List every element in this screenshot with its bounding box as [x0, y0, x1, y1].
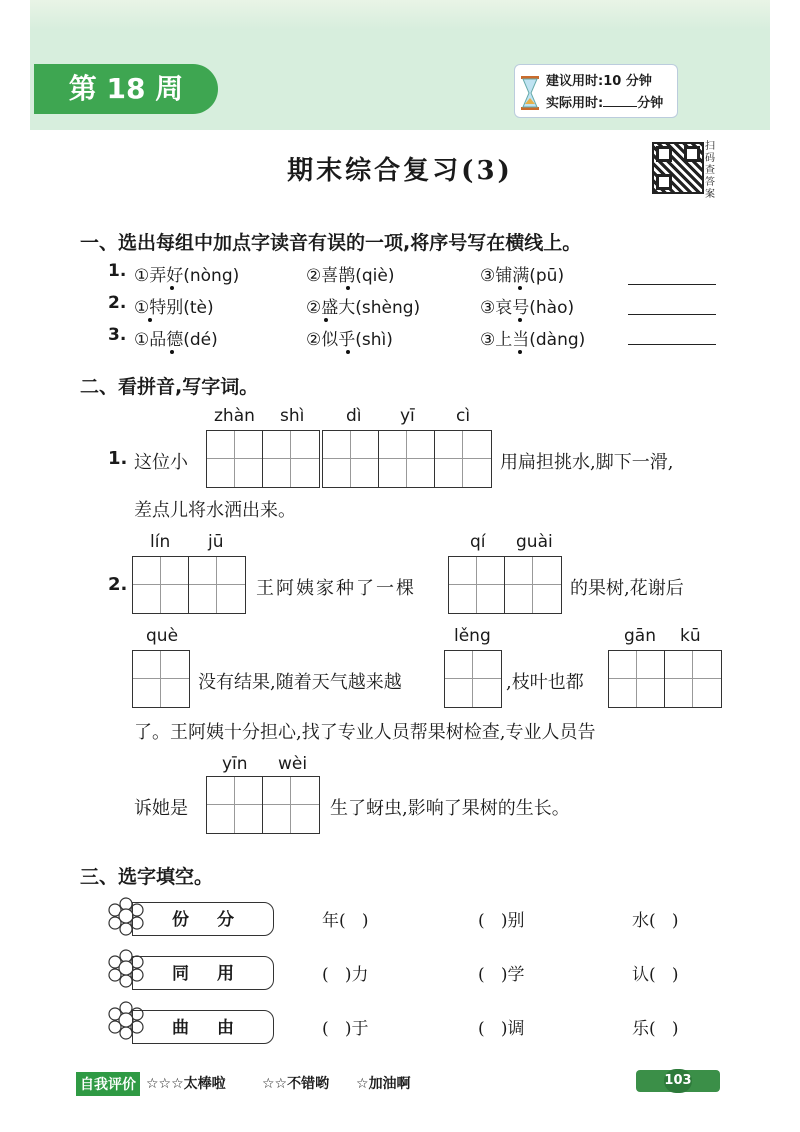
- row-number: 1.: [108, 261, 127, 281]
- s1-option: ②似乎(shì): [306, 330, 393, 350]
- banner-top-decoration: [30, 0, 770, 30]
- week-label: 第 18 周: [34, 64, 218, 114]
- char-cell[interactable]: [133, 557, 189, 613]
- pinyin: dì: [346, 406, 362, 426]
- q2-text-a: 王阿姨家种了一棵: [256, 578, 416, 599]
- star-icon: ☆☆: [262, 1076, 288, 1092]
- writing-grid-ganku[interactable]: [608, 650, 722, 708]
- rating-good-label: 不错哟: [287, 1076, 330, 1092]
- answer-line[interactable]: [628, 314, 716, 315]
- char-cell[interactable]: [505, 557, 561, 613]
- rating-keep-going[interactable]: [356, 1073, 411, 1093]
- rating-keep-going-label: 加油啊: [368, 1076, 411, 1092]
- writing-grid-yinwei[interactable]: [206, 776, 320, 834]
- s1-option: ③上当(dàng): [480, 330, 586, 350]
- s1-option: ①特别(tè): [134, 298, 214, 318]
- q1-text-after: 用扁担挑水,脚下一滑,: [500, 452, 674, 473]
- emphasis-dot: [518, 318, 522, 322]
- actual-time-suffix: 分钟: [637, 96, 664, 111]
- rating-great[interactable]: [146, 1073, 226, 1093]
- s1-option: ②喜鹊(qiè): [306, 266, 395, 286]
- pinyin: shì: [280, 406, 305, 426]
- q2-text-d: ,枝叶也都: [506, 672, 584, 693]
- page-title: 期末综合复习(3): [287, 156, 513, 186]
- char-options: 曲由: [132, 1010, 274, 1044]
- char-cell[interactable]: [379, 431, 435, 487]
- pinyin: yīn: [222, 754, 248, 774]
- q2-text-f: 诉她是: [134, 798, 188, 819]
- pinyin: lěng: [454, 626, 491, 646]
- char-cell[interactable]: [263, 777, 319, 833]
- pinyin: qí: [470, 532, 486, 552]
- char-cell[interactable]: [207, 777, 263, 833]
- pinyin: què: [146, 626, 179, 646]
- pinyin: cì: [456, 406, 471, 426]
- q2-text-g: 生了蚜虫,影响了果树的生长。: [330, 798, 570, 819]
- actual-time-blank[interactable]: [603, 106, 637, 107]
- pinyin: zhàn: [214, 406, 255, 426]
- writing-grid-que[interactable]: [132, 650, 190, 708]
- section1-heading: 一、选出每组中加点字读音有误的一项,将序号写在横线上。: [80, 232, 582, 254]
- answer-line[interactable]: [628, 344, 716, 345]
- pinyin: jū: [208, 532, 224, 552]
- emphasis-dot: [518, 286, 522, 290]
- pinyin: wèi: [278, 754, 308, 774]
- fill-blank[interactable]: 年( ): [322, 911, 369, 931]
- star-icon: ☆☆☆: [146, 1076, 184, 1092]
- s1-row-1: [108, 261, 126, 281]
- q1-text-before: 这位小: [134, 452, 188, 473]
- char-cell[interactable]: [665, 651, 721, 707]
- s1-option: ③铺满(pū): [480, 266, 565, 286]
- fill-blank[interactable]: ( )学: [478, 965, 525, 985]
- fill-blank[interactable]: ( )调: [478, 1019, 525, 1039]
- pinyin: kū: [680, 626, 701, 646]
- pinyin: gān: [624, 626, 656, 646]
- char-cell[interactable]: [609, 651, 665, 707]
- qr-caption: 扫码查答案: [705, 141, 715, 200]
- s1-option: ①弄好(nòng): [134, 266, 240, 286]
- fill-blank[interactable]: 乐( ): [632, 1019, 679, 1039]
- s1-option: ③哀号(hào): [480, 298, 575, 318]
- fill-blank[interactable]: ( )别: [478, 911, 525, 931]
- writing-grid-linju[interactable]: [132, 556, 246, 614]
- char-options: 同用: [132, 956, 274, 990]
- writing-grid-qiguai[interactable]: [448, 556, 562, 614]
- emphasis-dot: [346, 350, 350, 354]
- fill-blank[interactable]: 水( ): [632, 911, 679, 931]
- q1-text-line2: 差点儿将水洒出来。: [134, 500, 296, 521]
- page-number: 103: [664, 1069, 692, 1093]
- fill-blank[interactable]: ( )力: [322, 965, 369, 985]
- actual-time: [546, 92, 663, 111]
- fill-blank[interactable]: 认( ): [632, 965, 679, 985]
- pinyin: lín: [150, 532, 171, 552]
- writing-grid-zhanshi[interactable]: [206, 430, 320, 488]
- char-cell[interactable]: [435, 431, 491, 487]
- char-cell[interactable]: [207, 431, 263, 487]
- q-number: 2.: [108, 574, 128, 595]
- q2-line3: 了。王阿姨十分担心,找了专业人员帮果树检查,专业人员告: [134, 722, 596, 743]
- section3-heading: 三、选字填空。: [80, 866, 214, 888]
- char-cell[interactable]: [323, 431, 379, 487]
- section2-heading: 二、看拼音,写字词。: [80, 376, 259, 398]
- rating-great-label: 太棒啦: [183, 1076, 226, 1092]
- actual-time-prefix: 实际用时:: [546, 96, 604, 111]
- fill-blank[interactable]: ( )于: [322, 1019, 369, 1039]
- s1-option: ①品德(dé): [134, 330, 218, 350]
- pinyin: yī: [400, 406, 415, 426]
- q2-text-c: 没有结果,随着天气越来越: [198, 672, 402, 693]
- star-icon: ☆: [356, 1076, 369, 1092]
- char-cell[interactable]: [133, 651, 189, 707]
- row-number: 3.: [108, 325, 127, 345]
- char-cell[interactable]: [263, 431, 319, 487]
- char-cell[interactable]: [189, 557, 245, 613]
- emphasis-dot: [346, 286, 350, 290]
- writing-grid-diyici[interactable]: [322, 430, 492, 488]
- answer-line[interactable]: [628, 284, 716, 285]
- char-cell[interactable]: [445, 651, 501, 707]
- emphasis-dot: [518, 350, 522, 354]
- emphasis-dot: [170, 350, 174, 354]
- char-cell[interactable]: [449, 557, 505, 613]
- s1-row-3: [108, 325, 126, 345]
- row-number: 2.: [108, 293, 127, 313]
- q-number: 1.: [108, 448, 128, 469]
- writing-grid-leng[interactable]: [444, 650, 502, 708]
- emphasis-dot: [324, 318, 328, 322]
- rating-good[interactable]: [262, 1073, 329, 1093]
- s1-row-2: [108, 293, 126, 313]
- q2-text-b: 的果树,花谢后: [570, 578, 684, 599]
- self-eval-label: 自我评价: [76, 1072, 140, 1096]
- s1-option: ②盛大(shèng): [306, 298, 421, 318]
- pinyin: guài: [516, 532, 553, 552]
- hourglass-icon: [520, 76, 540, 110]
- emphasis-dot: [170, 286, 174, 290]
- char-options: 份分: [132, 902, 274, 936]
- suggested-time: 建议用时:10 分钟: [546, 74, 652, 89]
- emphasis-dot: [148, 318, 152, 322]
